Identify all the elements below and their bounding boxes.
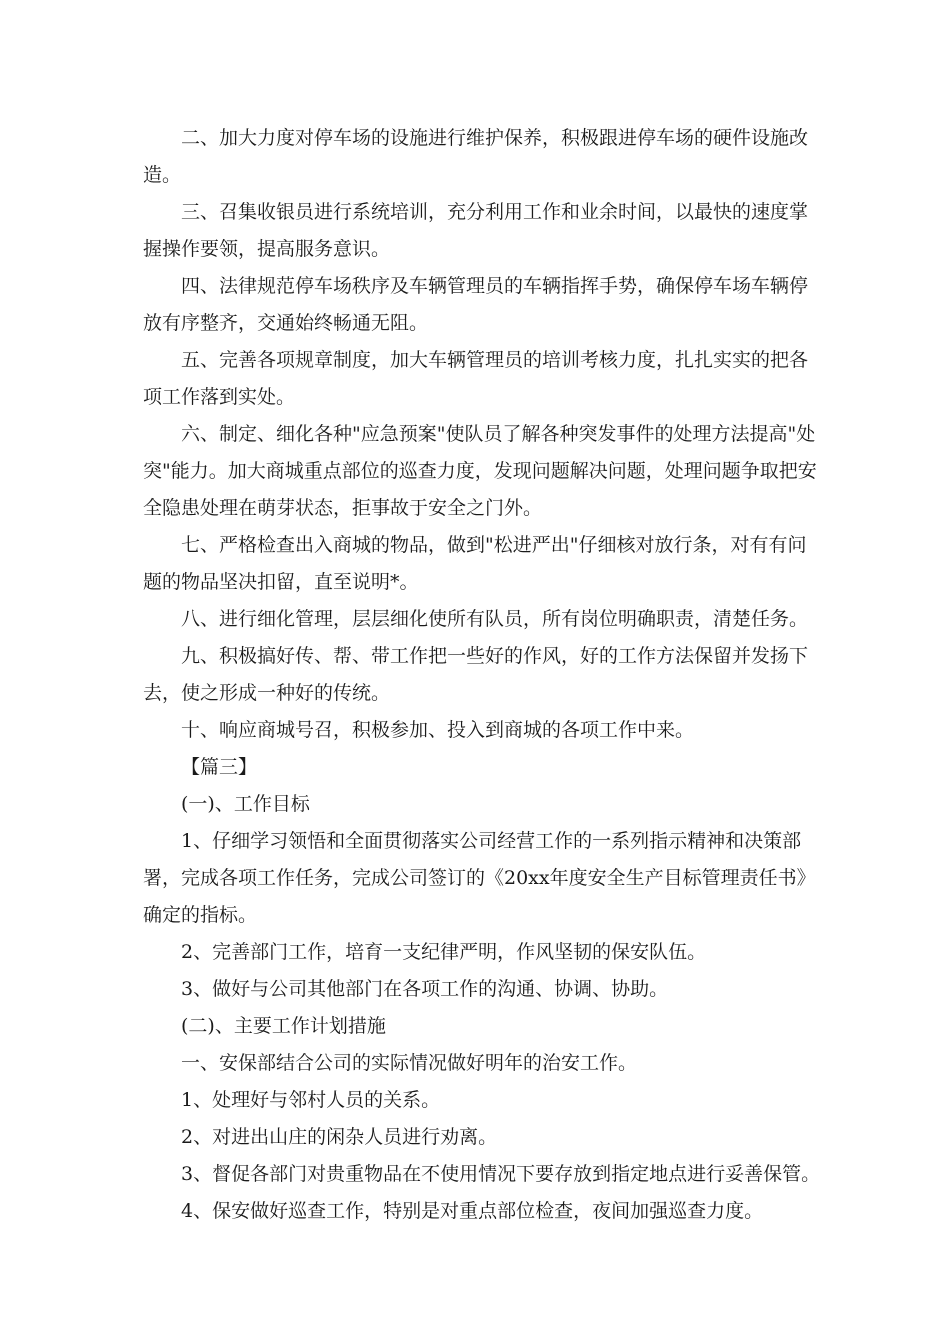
paragraph: 4、保安做好巡查工作，特别是对重点部位检查，夜间加强巡查力度。 bbox=[181, 1200, 764, 1222]
paragraph: 3、做好与公司其他部门在各项工作的沟通、协调、协助。 bbox=[181, 978, 669, 1000]
paragraph: 1、处理好与邻村人员的关系。 bbox=[181, 1089, 441, 1111]
subsection-heading: (二)、主要工作计划措施 bbox=[181, 1015, 386, 1037]
paragraph: 3、督促各部门对贵重物品在不使用情况下要存放到指定地点进行妥善保管。 bbox=[181, 1163, 821, 1185]
paragraph: 1、仔细学习领悟和全面贯彻落实公司经营工作的一系列指示精神和决策部署，完成各项工作任务，完成公司签订的《20xx年度安全生产目标管理责任书》确定的指标。 bbox=[143, 830, 816, 926]
section-heading: 【篇三】 bbox=[181, 756, 258, 778]
paragraph: 2、对进出山庄的闲杂人员进行劝离。 bbox=[181, 1126, 498, 1148]
paragraph: 七、严格检查出入商城的物品，做到"松进严出"仔细核对放行条，对有有问题的物品坚决扣留，直至说明*。 bbox=[143, 534, 807, 593]
paragraph: 九、积极搞好传、帮、带工作把一些好的作风，好的工作方法保留并发扬下去，使之形成一种好的传统。 bbox=[143, 645, 809, 704]
paragraph: 八、进行细化管理，层层细化使所有队员，所有岗位明确职责，清楚任务。 bbox=[181, 608, 809, 630]
paragraph: 四、法律规范停车场秩序及车辆管理员的车辆指挥手势，确保停车场车辆停放有序整齐，交通始终畅通无阻。 bbox=[143, 275, 809, 334]
paragraph: 三、召集收银员进行系统培训，充分利用工作和业余时间，以最快的速度掌握操作要领，提高服务意识。 bbox=[143, 201, 809, 260]
paragraph: 六、制定、细化各种"应急预案"使队员了解各种突发事件的处理方法提高"处突"能力。加大商城重点部位的巡查力度，发现问题解决问题，处理问题争取把安全隐患处理在萌芽状态，拒事故于安全之门外。 bbox=[143, 423, 817, 519]
subsection-heading: (一)、工作目标 bbox=[181, 793, 310, 815]
paragraph: 2、完善部门工作，培育一支纪律严明，作风坚韧的保安队伍。 bbox=[181, 941, 707, 963]
paragraph: 一、安保部结合公司的实际情况做好明年的治安工作。 bbox=[181, 1052, 638, 1074]
paragraph: 二、加大力度对停车场的设施进行维护保养，积极跟进停车场的硬件设施改造。 bbox=[143, 127, 809, 186]
paragraph: 五、完善各项规章制度，加大车辆管理员的培训考核力度，扎扎实实的把各项工作落到实处。 bbox=[143, 349, 809, 408]
paragraph: 十、响应商城号召，积极参加、投入到商城的各项工作中来。 bbox=[181, 719, 695, 741]
document-body bbox=[143, 120, 823, 1230]
